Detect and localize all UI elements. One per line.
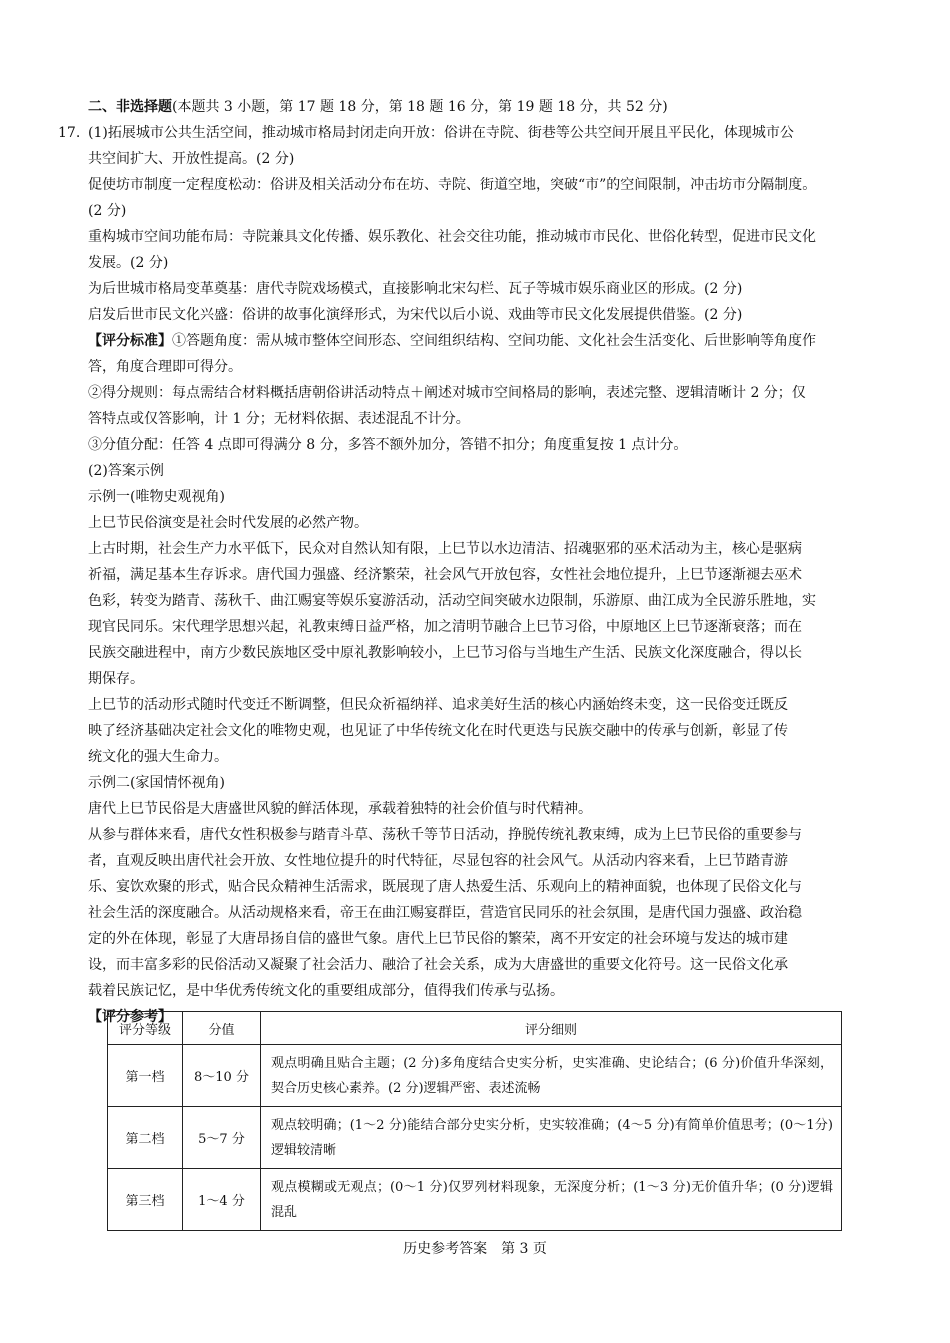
example1-line: 统文化的强大生命力。 xyxy=(88,749,228,765)
example2-line: 者，直观反映出唐代社会开放、女性地位提升的时代特征，尽显包容的社会风气。从活动内容来看，上巳节踏青游 xyxy=(88,853,788,869)
example2-line: 定的外在体现，彰显了大唐昂扬自信的盛世气象。唐代上巳节民俗的繁荣，离不开安定的社会环境与发达的城市建 xyxy=(88,931,788,947)
answer-line: (2 分) xyxy=(88,203,127,219)
answer-line: 共空间扩大、开放性提高。(2 分) xyxy=(88,151,295,167)
example2-line: 唐代上巳节民俗是大唐盛世风貌的鲜活体现，承载着独特的社会价值与时代精神。 xyxy=(88,801,592,817)
example1-line: 现官民同乐。宋代理学思想兴起，礼教束缚日益严格，加之清明节融合上巳节习俗，中原地区上巳节逐渐衰落；而在 xyxy=(88,619,802,635)
example-1 xyxy=(88,484,844,770)
part1-answer xyxy=(88,120,844,328)
example1-line: 上巳节民俗演变是社会时代发展的必然产物。 xyxy=(88,515,368,531)
row-level: 第二档 xyxy=(108,1107,183,1169)
row-detail: 观点明确且贴合主题；(2 分)多角度结合史实分析，史实准确、史论结合；(6 分)价值升华深刻，契合历史核心素养。(2 分)逻辑严密、表述流畅 xyxy=(261,1045,842,1107)
example2-line: 社会生活的深度融合。从活动规格来看，帝王在曲江赐宴群臣，营造官民同乐的社会氛围，是唐代国力强盛、政治稳 xyxy=(88,905,802,921)
answer-line: 重构城市空间功能布局：寺院兼具文化传播、娱乐教化、社会交往功能，推动城市市民化、世俗化转型，促进市民文化 xyxy=(88,229,816,245)
row-detail: 观点较明确；(1～2 分)能结合部分史实分析，史实较准确；(4～5 分)有简单价值思考；(0～1分)逻辑较清晰 xyxy=(261,1107,842,1169)
question-17 xyxy=(58,120,844,1030)
example1-title: 示例一(唯物史观视角) xyxy=(88,489,225,505)
row-level: 第三档 xyxy=(108,1169,183,1231)
example-2 xyxy=(88,770,844,1004)
row-level: 第一档 xyxy=(108,1045,183,1107)
example2-title: 示例二(家国情怀视角) xyxy=(88,775,225,791)
header-level: 评分等级 xyxy=(108,1012,183,1045)
criteria-line: 答，角度合理即可得分。 xyxy=(88,359,242,375)
row-detail: 观点模糊或无观点；(0～1 分)仅罗列材料现象，无深度分析；(1～3 分)无价值升华；(0 分)逻辑混乱 xyxy=(261,1169,842,1231)
page-content xyxy=(58,94,844,1030)
example1-line: 色彩，转变为踏青、荡秋千、曲江赐宴等娱乐宴游活动，活动空间突破水边限制，乐游原、曲江成为全民游乐胜地，实 xyxy=(88,593,816,609)
example2-line: 乐、宴饮欢聚的形式，贴合民众精神生活需求，既展现了唐人热爱生活、乐观向上的精神面貌，也体现了民俗文化与 xyxy=(88,879,802,895)
example1-line: 期保存。 xyxy=(88,671,144,687)
section-title: 二、非选择题 xyxy=(88,99,172,115)
row-score: 5～7 分 xyxy=(183,1107,261,1169)
table-row xyxy=(108,1045,842,1107)
grading-table xyxy=(107,1011,842,1231)
criteria-text: ①答题角度：需从城市整体空间形态、空间组织结构、空间功能、文化社会生活变化、后世影响等角度作 xyxy=(172,333,816,349)
answer-line: 为后世城市格局变革奠基：唐代寺院戏场模式，直接影响北宋勾栏、瓦子等城市娱乐商业区的形成。(2 分) xyxy=(88,281,743,297)
answer-line: 促使坊市制度一定程度松动：俗讲及相关活动分布在坊、寺院、街道空地，突破“市”的空间限制，冲击坊市分隔制度。 xyxy=(88,177,817,193)
table-row xyxy=(108,1107,842,1169)
example1-line: 映了经济基础决定社会文化的唯物史观，也见证了中华传统文化在时代更迭与民族交融中的传承与创新，彰显了传 xyxy=(88,723,788,739)
criteria-line: ②得分规则：每点需结合材料概括唐朝俗讲活动特点＋阐述对城市空间格局的影响，表述完整、逻辑清晰计 2 分；仅 xyxy=(88,385,806,401)
page-footer: 历史参考答案 第 3 页 xyxy=(403,1241,547,1257)
table-header-row xyxy=(108,1012,842,1045)
header-detail: 评分细则 xyxy=(261,1012,842,1045)
example2-line: 载着民族记忆，是中华优秀传统文化的重要组成部分，值得我们传承与弘扬。 xyxy=(88,983,564,999)
header-score: 分值 xyxy=(183,1012,261,1045)
reference-label: 【评分参考】 xyxy=(88,1009,172,1025)
criteria-line: 答特点或仅答影响，计 1 分；无材料依据、表述混乱不计分。 xyxy=(88,411,470,427)
row-score: 8～10 分 xyxy=(183,1045,261,1107)
example1-line: 祈福，满足基本生存诉求。唐代国力强盛、经济繁荣，社会风气开放包容，女性社会地位提升，上巳节逐渐褪去巫术 xyxy=(88,567,802,583)
example2-line: 设，而丰富多彩的民俗活动又凝聚了社会活力、融洽了社会关系，成为大唐盛世的重要文化符号。这一民俗文化承 xyxy=(88,957,788,973)
scoring-criteria xyxy=(88,328,844,458)
answer-line: 启发后世市民文化兴盛：俗讲的故事化演绎形式，为宋代以后小说、戏曲等市民文化发展提供借鉴。(2 分) xyxy=(88,307,743,323)
example1-line: 民族交融进程中，南方少数民族地区受中原礼教影响较小，上巳节习俗与当地生产生活、民族文化深度融合，得以长 xyxy=(88,645,802,661)
example2-line: 从参与群体来看，唐代女性积极参与踏青斗草、荡秋千等节日活动，挣脱传统礼教束缚，成为上巳节民俗的重要参与 xyxy=(88,827,802,843)
table-row xyxy=(108,1169,842,1231)
section-subtitle: (本题共 3 小题，第 17 题 18 分，第 18 题 16 分，第 19 题 18 分，共 52 分) xyxy=(172,99,668,115)
question-number: 17. xyxy=(58,125,81,141)
answer-line: 发展。(2 分) xyxy=(88,255,169,271)
criteria-line: ③分值分配：任答 4 点即可得满分 8 分，多答不额外加分，答错不扣分；角度重复按 1 点计分。 xyxy=(88,437,688,453)
criteria-label: 【评分标准】 xyxy=(88,333,172,349)
example1-line: 上古时期，社会生产力水平低下，民众对自然认知有限，上巳节以水边清洁、招魂驱邪的巫术活动为主，核心是驱病 xyxy=(88,541,802,557)
row-score: 1～4 分 xyxy=(183,1169,261,1231)
criteria-line xyxy=(88,328,844,354)
answer-line: (1)拓展城市公共生活空间，推动城市格局封闭走向开放：俗讲在寺院、街巷等公共空间开展且平民化，体现城市公 xyxy=(88,125,794,141)
part2-title: (2)答案示例 xyxy=(88,463,164,479)
example1-line: 上巳节的活动形式随时代变迁不断调整，但民众祈福纳祥、追求美好生活的核心内涵始终未变，这一民俗变迁既反 xyxy=(88,697,788,713)
section-heading xyxy=(88,94,844,120)
